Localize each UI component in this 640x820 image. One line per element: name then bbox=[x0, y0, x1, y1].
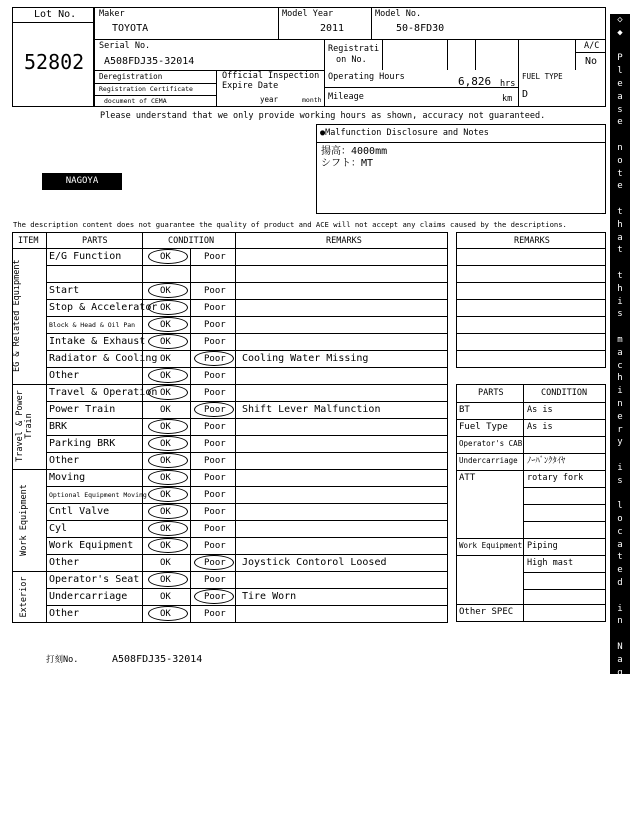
selected-marker bbox=[148, 521, 188, 536]
reg-cert-label: Registration Certificate bbox=[99, 85, 193, 93]
stamp-value: A508FDJ35-32014 bbox=[112, 654, 203, 665]
group-work: Work Equipment bbox=[19, 484, 29, 556]
selected-marker bbox=[148, 436, 188, 451]
group-eg: EG & Related Equipment bbox=[12, 259, 22, 372]
right-part-condition: rotary fork bbox=[527, 473, 584, 483]
condition-ok[interactable]: OK bbox=[160, 337, 171, 347]
table-row bbox=[46, 265, 448, 282]
banner-char: t bbox=[617, 270, 623, 281]
selected-marker bbox=[148, 283, 188, 298]
part-name: Other bbox=[49, 608, 80, 619]
banner-char: s bbox=[617, 475, 623, 486]
part-name: Travel & Operation bbox=[49, 387, 158, 398]
condition-ok[interactable]: OK bbox=[160, 575, 171, 585]
table-row bbox=[46, 452, 448, 469]
model-no-value: 50-8FD30 bbox=[396, 23, 445, 34]
table-row bbox=[46, 503, 448, 520]
malfunction-note-2: シフト：MT bbox=[321, 158, 374, 169]
condition-poor[interactable]: Poor bbox=[204, 490, 226, 500]
table-row bbox=[46, 554, 448, 571]
table-row bbox=[46, 486, 448, 503]
ac-label: A/C bbox=[584, 41, 600, 51]
banner-char: o bbox=[617, 155, 623, 166]
part-name: Stop & Accelerator bbox=[49, 302, 158, 313]
banner-char: d bbox=[617, 770, 623, 781]
remark-text: Joystick Contorol Loosed bbox=[242, 557, 387, 568]
banner-char: ◆ bbox=[617, 27, 623, 38]
condition-poor[interactable]: Poor bbox=[204, 456, 226, 466]
part-name: E/G Function bbox=[49, 251, 122, 262]
col-parts: PARTS bbox=[82, 236, 108, 246]
selected-marker bbox=[148, 487, 188, 502]
selected-marker bbox=[194, 402, 234, 417]
banner-char: s bbox=[617, 104, 623, 115]
cema-label: document of CEMA bbox=[104, 97, 167, 105]
condition-ok[interactable]: OK bbox=[160, 524, 171, 534]
part-name: Other bbox=[49, 557, 80, 568]
model-year-value: 2011 bbox=[320, 23, 345, 34]
table-row bbox=[46, 571, 448, 588]
banner-char: s bbox=[617, 309, 623, 320]
condition-poor[interactable]: Poor bbox=[204, 286, 226, 296]
banner-char bbox=[610, 449, 630, 462]
remark-text: Tire Worn bbox=[242, 591, 297, 602]
table-row bbox=[46, 435, 448, 452]
table-row bbox=[46, 333, 448, 350]
right-part-name: Fuel Type bbox=[459, 422, 508, 432]
selected-marker bbox=[148, 368, 188, 383]
table-row bbox=[46, 282, 448, 299]
part-name: Cyl bbox=[49, 523, 68, 534]
selected-marker bbox=[148, 419, 188, 434]
table-row bbox=[46, 537, 448, 554]
table-row bbox=[46, 418, 448, 435]
condition-ok[interactable]: OK bbox=[160, 405, 171, 415]
banner-char: c bbox=[617, 360, 623, 371]
part-name: Undercarriage bbox=[49, 591, 128, 602]
part-name: Start bbox=[49, 285, 80, 296]
selected-marker bbox=[194, 555, 234, 570]
banner-char: h bbox=[617, 219, 623, 230]
ac-value: No bbox=[585, 56, 598, 67]
maker-value: TOYOTA bbox=[112, 23, 149, 34]
table-row bbox=[46, 588, 448, 605]
banner-char: y bbox=[617, 437, 623, 448]
condition-poor[interactable]: Poor bbox=[204, 371, 226, 381]
condition-ok[interactable]: OK bbox=[160, 388, 171, 398]
banner-char: N bbox=[617, 642, 623, 653]
table-row bbox=[46, 316, 448, 333]
table-row bbox=[46, 520, 448, 537]
condition-poor[interactable]: Poor bbox=[204, 354, 226, 364]
banner-char: t bbox=[617, 168, 623, 179]
banner-char: d bbox=[617, 578, 623, 589]
condition-poor[interactable]: Poor bbox=[204, 558, 226, 568]
condition-ok[interactable]: OK bbox=[160, 320, 171, 330]
banner-char: i bbox=[617, 296, 623, 307]
banner-char bbox=[610, 257, 630, 270]
km-unit: km bbox=[502, 94, 513, 104]
right-part-name: ATT bbox=[459, 473, 476, 483]
part-name: Work Equipment bbox=[49, 540, 134, 551]
right-part-name: Other SPEC bbox=[459, 607, 514, 617]
right-part-condition: As is bbox=[527, 405, 553, 415]
condition-poor[interactable]: Poor bbox=[204, 609, 226, 619]
banner-char: e bbox=[617, 78, 623, 89]
banner-char: e bbox=[617, 181, 623, 192]
banner-char: t bbox=[617, 206, 623, 217]
banner-char: l bbox=[617, 66, 623, 77]
banner-char: a bbox=[617, 91, 623, 102]
banner-char bbox=[610, 782, 630, 795]
banner-char: P bbox=[617, 53, 623, 64]
banner-char: Y bbox=[617, 731, 623, 742]
month-label: month bbox=[302, 96, 322, 104]
serial-value: A508FDJ35-32014 bbox=[104, 56, 195, 67]
banner-char: c bbox=[617, 526, 623, 537]
condition-ok[interactable]: OK bbox=[160, 490, 171, 500]
banner-char: h bbox=[617, 283, 623, 294]
condition-poor[interactable]: Poor bbox=[204, 405, 226, 415]
selected-marker bbox=[148, 504, 188, 519]
table-row bbox=[46, 248, 448, 265]
part-name: Other bbox=[49, 370, 80, 381]
condition-ok[interactable]: OK bbox=[160, 303, 171, 313]
banner-char bbox=[610, 487, 630, 500]
remark-text: Cooling Water Missing bbox=[242, 353, 369, 364]
group-exterior: Exterior bbox=[19, 576, 29, 618]
condition-ok[interactable]: OK bbox=[160, 541, 171, 551]
lot-number: 52802 bbox=[24, 50, 85, 74]
banner-char: ◆ bbox=[617, 795, 623, 806]
banner-char: a bbox=[617, 744, 623, 755]
part-name: Block & Head & Oil Pan bbox=[49, 321, 136, 329]
fuel-type-label: FUEL TYPE bbox=[522, 72, 563, 81]
condition-ok[interactable]: OK bbox=[160, 422, 171, 432]
selected-marker bbox=[148, 249, 188, 264]
condition-ok[interactable]: OK bbox=[160, 456, 171, 466]
model-year-label: Model Year bbox=[282, 9, 334, 19]
condition-poor[interactable]: Poor bbox=[204, 422, 226, 432]
serial-label: Serial No. bbox=[99, 41, 151, 51]
model-no-label: Model No. bbox=[375, 9, 422, 19]
banner-char bbox=[610, 628, 630, 641]
right-part-condition: ﾉｰﾊﾞﾝｸﾀｲﾔ bbox=[527, 456, 566, 466]
selected-marker bbox=[148, 334, 188, 349]
banner-char bbox=[610, 193, 630, 206]
selected-marker bbox=[194, 589, 234, 604]
condition-ok[interactable]: OK bbox=[160, 286, 171, 296]
inspection-label-1: Official Inspection bbox=[222, 71, 320, 81]
banner-char: r bbox=[617, 757, 623, 768]
banner-char: a bbox=[617, 706, 623, 717]
selected-marker bbox=[148, 572, 188, 587]
right-part-condition: Piping bbox=[527, 541, 558, 551]
right-parts-header: PARTS bbox=[478, 388, 504, 398]
part-name: Operator's Seat bbox=[49, 574, 140, 585]
banner-char: r bbox=[617, 424, 623, 435]
part-name: Optional Equipment Moving bbox=[49, 491, 147, 499]
condition-poor[interactable]: Poor bbox=[204, 524, 226, 534]
condition-ok[interactable]: OK bbox=[160, 252, 171, 262]
registration-label-2: on No. bbox=[336, 55, 367, 65]
right-part-name: Operator's CAB bbox=[459, 439, 523, 448]
banner-char: a bbox=[617, 539, 623, 550]
mileage-label: Mileage bbox=[328, 92, 364, 102]
condition-ok[interactable]: OK bbox=[160, 592, 171, 602]
part-name: Radiator & Cooling bbox=[49, 353, 158, 364]
registration-label-1: Registrati bbox=[328, 44, 380, 54]
lot-label: Lot No. bbox=[34, 9, 77, 20]
banner-char: a bbox=[617, 654, 623, 665]
banner-char: l bbox=[617, 501, 623, 512]
operating-hours-value: 6,826 bbox=[458, 75, 492, 88]
part-name: Cntl Valve bbox=[49, 506, 110, 517]
banner-char: t bbox=[617, 552, 623, 563]
banner-char: o bbox=[617, 514, 623, 525]
banner-char: m bbox=[617, 334, 623, 345]
table-row bbox=[46, 384, 448, 401]
hours-notice: Please understand that we only provide working hours as shown, accuracy not guaranteed. bbox=[100, 111, 546, 121]
condition-poor[interactable]: Poor bbox=[204, 507, 226, 517]
part-name: Other bbox=[49, 455, 80, 466]
selected-marker bbox=[148, 317, 188, 332]
banner-char: o bbox=[617, 680, 623, 691]
banner-char: ◇ bbox=[617, 808, 623, 819]
operating-hours-label: Operating Hours bbox=[328, 72, 405, 82]
banner-char: g bbox=[617, 667, 623, 678]
fuel-type-value: D bbox=[522, 89, 529, 100]
maker-label: Maker bbox=[99, 9, 125, 19]
location-badge: NAGOYA bbox=[42, 173, 122, 190]
banner-char: e bbox=[617, 411, 623, 422]
table-row bbox=[46, 350, 448, 367]
condition-ok[interactable]: OK bbox=[160, 609, 171, 619]
table-row bbox=[46, 401, 448, 418]
condition-poor[interactable]: Poor bbox=[204, 303, 226, 313]
part-name: Parking BRK bbox=[49, 438, 116, 449]
group-travel-1: Travel & Power bbox=[15, 390, 25, 462]
right-remarks-table bbox=[456, 232, 606, 368]
condition-ok[interactable]: OK bbox=[160, 354, 171, 364]
banner-char: n bbox=[617, 616, 623, 627]
selected-marker bbox=[194, 351, 234, 366]
col-item: ITEM bbox=[18, 236, 39, 246]
disclaimer: The description content does not guarantee the quality of product and ACE will not accept any claims caused by the descriptions. bbox=[13, 220, 567, 229]
banner-char: i bbox=[617, 462, 623, 473]
condition-poor[interactable]: Poor bbox=[204, 575, 226, 585]
banner-char bbox=[610, 40, 630, 53]
inspection-label-2: Expire Date bbox=[222, 81, 279, 91]
right-part-name: Work Equipment bbox=[459, 541, 523, 550]
part-name: BRK bbox=[49, 421, 68, 432]
table-row bbox=[46, 299, 448, 316]
deregistration-label: Deregistration bbox=[99, 72, 163, 81]
banner-char: n bbox=[617, 142, 623, 153]
condition-poor[interactable]: Poor bbox=[204, 337, 226, 347]
banner-char bbox=[610, 129, 630, 142]
table-row bbox=[46, 367, 448, 384]
selected-marker bbox=[148, 453, 188, 468]
right-condition-header: CONDITION bbox=[541, 388, 588, 398]
table-row bbox=[46, 469, 448, 486]
malfunction-note-1: 揚高：4000mm bbox=[321, 146, 388, 157]
selected-marker bbox=[148, 470, 188, 485]
banner-char: i bbox=[617, 603, 623, 614]
banner-char: n bbox=[617, 398, 623, 409]
banner-char: i bbox=[617, 386, 623, 397]
right-part-name: BT bbox=[459, 405, 470, 415]
group-travel-2: Train bbox=[24, 413, 34, 439]
condition-ok[interactable]: OK bbox=[160, 473, 171, 483]
remark-text: Shift Lever Malfunction bbox=[242, 404, 381, 415]
condition-ok[interactable]: OK bbox=[160, 439, 171, 449]
banner-char: e bbox=[617, 565, 623, 576]
condition-ok[interactable]: OK bbox=[160, 558, 171, 568]
right-part-condition: High mast bbox=[527, 558, 574, 568]
condition-poor[interactable]: Poor bbox=[204, 388, 226, 398]
banner-char: e bbox=[617, 117, 623, 128]
condition-poor[interactable]: Poor bbox=[204, 439, 226, 449]
part-name: Intake & Exhaust bbox=[49, 336, 146, 347]
selected-marker bbox=[148, 538, 188, 553]
selected-marker bbox=[148, 385, 188, 400]
condition-ok[interactable]: OK bbox=[160, 371, 171, 381]
banner-char bbox=[610, 590, 630, 603]
right-part-name: Undercarriage bbox=[459, 456, 518, 465]
part-name: Moving bbox=[49, 472, 86, 483]
year-label: year bbox=[260, 95, 279, 104]
stamp-label: 打刻No. bbox=[46, 655, 79, 665]
condition-poor[interactable]: Poor bbox=[204, 592, 226, 602]
banner-char: ◇ bbox=[617, 15, 623, 25]
condition-poor[interactable]: Poor bbox=[204, 473, 226, 483]
banner-char: t bbox=[617, 245, 623, 256]
malfunction-title: ●Malfunction Disclosure and Notes bbox=[320, 128, 489, 138]
condition-poor[interactable]: Poor bbox=[204, 320, 226, 330]
hrs-unit: hrs bbox=[500, 79, 516, 89]
table-row bbox=[46, 605, 448, 622]
condition-ok[interactable]: OK bbox=[160, 507, 171, 517]
banner-char: a bbox=[617, 232, 623, 243]
banner-char: a bbox=[617, 347, 623, 358]
selected-marker bbox=[148, 606, 188, 621]
banner-char: h bbox=[617, 373, 623, 384]
right-part-condition: As is bbox=[527, 422, 553, 432]
condition-poor[interactable]: Poor bbox=[204, 252, 226, 262]
right-remarks-header: REMARKS bbox=[514, 236, 550, 246]
condition-poor[interactable]: Poor bbox=[204, 541, 226, 551]
location-notice-banner bbox=[610, 14, 630, 819]
col-condition: CONDITION bbox=[168, 236, 215, 246]
col-remarks: REMARKS bbox=[326, 236, 362, 246]
banner-char bbox=[610, 718, 630, 731]
banner-char bbox=[610, 321, 630, 334]
selected-marker bbox=[148, 300, 188, 315]
banner-char: y bbox=[617, 693, 623, 704]
part-name: Power Train bbox=[49, 404, 116, 415]
